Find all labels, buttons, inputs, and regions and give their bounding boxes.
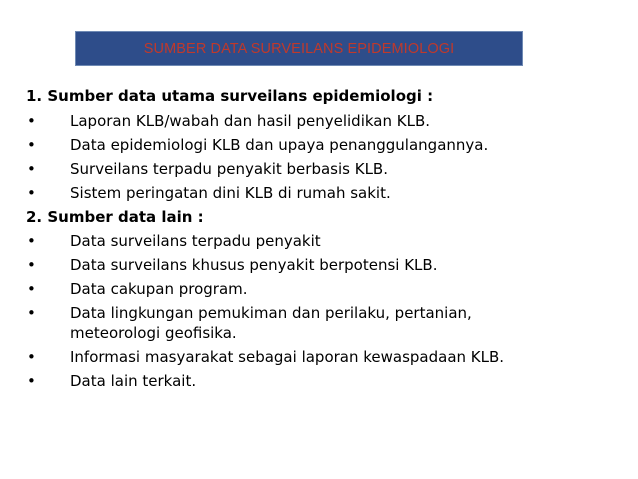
- list-item-text: Data epidemiologi KLB dan upaya penanggulangannya.: [70, 136, 489, 154]
- list-item: [26, 183, 626, 203]
- list-item: [26, 303, 560, 343]
- section-heading-other-sources: 2. Sumber data lain :: [26, 208, 204, 226]
- bullet-icon: •: [27, 304, 36, 322]
- bullet-icon: •: [27, 280, 36, 298]
- bullet-icon: •: [27, 160, 36, 178]
- bullet-icon: •: [27, 232, 36, 250]
- bullet-icon: •: [27, 348, 36, 366]
- list-item-text: Data surveilans khusus penyakit berpotensi KLB.: [70, 256, 438, 274]
- other-sources-list: [26, 231, 626, 391]
- list-item-text: Surveilans terpadu penyakit berbasis KLB.: [70, 160, 388, 178]
- list-item-text: Laporan KLB/wabah dan hasil penyelidikan KLB.: [70, 112, 430, 130]
- list-item: [26, 111, 626, 131]
- bullet-icon: •: [27, 256, 36, 274]
- list-item-text: Data lain terkait.: [70, 372, 197, 390]
- bullet-icon: •: [27, 184, 36, 202]
- list-item: [26, 347, 626, 367]
- list-item-text: Data cakupan program.: [70, 280, 248, 298]
- bullet-icon: •: [27, 372, 36, 390]
- bullet-icon: •: [27, 136, 36, 154]
- slide-title: SUMBER DATA SURVEILANS EPIDEMIOLOGI: [143, 40, 455, 57]
- content-area: [26, 86, 626, 395]
- list-item: [26, 255, 626, 275]
- list-item: [26, 371, 626, 391]
- list-item-text: Informasi masyarakat sebagai laporan kewaspadaan KLB.: [70, 348, 505, 366]
- bullet-icon: •: [27, 112, 36, 130]
- list-item: [26, 135, 626, 155]
- section-heading-primary-sources: 1. Sumber data utama surveilans epidemiologi :: [26, 87, 434, 105]
- list-item-text: Sistem peringatan dini KLB di rumah sakit.: [70, 184, 391, 202]
- list-item-text: Data lingkungan pemukiman dan perilaku, pertanian, meteorologi geofisika.: [70, 304, 472, 342]
- list-item: [26, 231, 626, 251]
- list-item-text: Data surveilans terpadu penyakit: [70, 232, 321, 250]
- list-item: [26, 279, 626, 299]
- primary-sources-list: [26, 111, 626, 203]
- list-item: [26, 159, 626, 179]
- title-banner: [75, 31, 523, 66]
